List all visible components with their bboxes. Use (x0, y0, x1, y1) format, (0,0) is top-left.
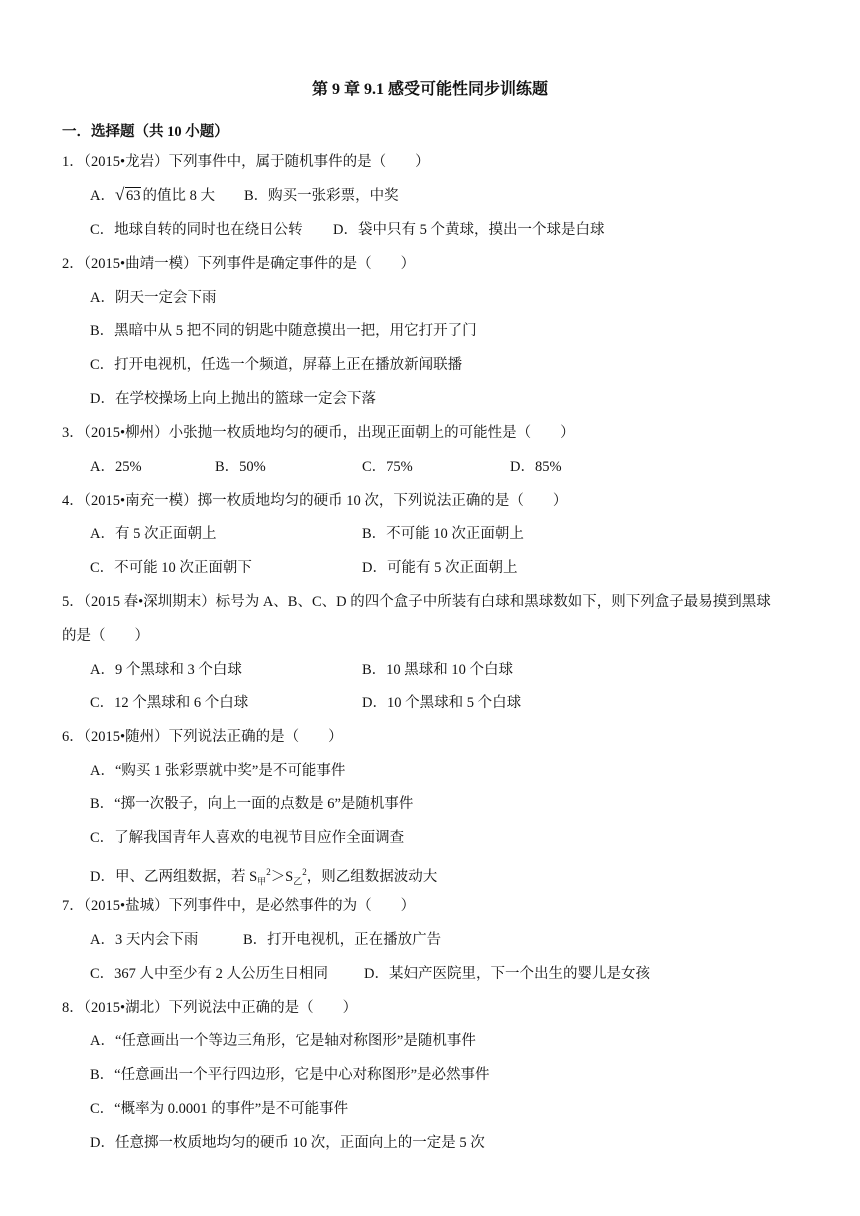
question-7-option-a: A．3 天内会下雨 (90, 932, 199, 948)
question-6-option-a: A．“购买 1 张彩票就中奖”是不可能事件 (90, 763, 346, 779)
radical-sign-icon: √ (114, 185, 125, 204)
question-7-option-d: D．某妇产医院里，下一个出生的婴儿是女孩 (364, 966, 650, 982)
question-4-option-d: D．可能有 5 次正面朝上 (362, 560, 518, 576)
question-8-option-a: A．“任意画出一个等边三角形，它是轴对称图形”是随机事件 (90, 1033, 476, 1049)
question-4-stem: 4．（2015•南充一模）掷一枚质地均匀的硬币 10 次，下列说法正确的是（ ） (62, 493, 568, 509)
question-6-stem: 6．（2015•随州）下列说法正确的是（ ） (62, 729, 343, 745)
option-a-text: 的值比 8 大 (142, 188, 215, 204)
question-7-option-b: B．打开电视机，正在播放广告 (243, 932, 442, 948)
question-6-option-d (90, 862, 437, 892)
question-1-stem: 1．（2015•龙岩）下列事件中，属于随机事件的是（ ） (62, 154, 430, 170)
question-1-option-d: D．袋中只有 5 个黄球，摸出一个球是白球 (333, 222, 605, 238)
question-4-option-b: B．不可能 10 次正面朝上 (362, 526, 524, 542)
option-d-prefix: D．甲、乙两组数据，若 S (90, 868, 258, 885)
question-5-stem-continued: 的是（ ） (62, 628, 149, 644)
square-root-expression (115, 186, 142, 206)
section-heading: 一．选择题（共 10 小题） (62, 124, 229, 140)
question-8-option-c: C．“概率为 0.0001 的事件”是不可能事件 (90, 1101, 349, 1117)
subscript-jia: 甲 (257, 876, 267, 887)
question-8-option-b: B．“任意画出一个平行四边形，它是中心对称图形”是必然事件 (90, 1067, 490, 1083)
question-3-stem: 3．（2015•柳州）小张抛一枚质地均匀的硬币，出现正面朝上的可能性是（ ） (62, 425, 575, 441)
question-2-stem: 2．（2015•曲靖一模）下列事件是确定事件的是（ ） (62, 256, 416, 272)
page-title: 第 9 章 9.1 感受可能性同步训练题 (311, 81, 548, 98)
question-8-option-d: D．任意掷一枚质地均匀的硬币 10 次，正面向上的一定是 5 次 (90, 1135, 485, 1151)
superscript-2: 2 (266, 867, 271, 877)
subscript-yi: 乙 (293, 876, 303, 887)
option-a-prefix: A． (90, 188, 115, 204)
question-3-option-a: A．25% (90, 459, 142, 475)
question-5-option-b: B．10 黑球和 10 个白球 (362, 662, 514, 678)
question-3-option-b: B．50% (215, 459, 266, 475)
question-5-option-a: A．9 个黑球和 3 个白球 (90, 662, 242, 678)
question-1-option-c: C．地球自转的同时也在绕日公转 (90, 222, 303, 238)
question-2-option-d: D．在学校操场上向上抛出的篮球一定会下落 (90, 391, 376, 407)
question-3-option-d: D．85% (510, 459, 562, 475)
radicand: 63 (125, 188, 141, 204)
option-d-middle: ＞S (270, 868, 294, 885)
question-5-stem: 5．（2015 春•深圳期末）标号为 A、B、C、D 的四个盒子中所装有白球和黑球数如下，则下列盒子最易摸到黑球 (62, 594, 771, 610)
question-4-option-c: C．不可能 10 次正面朝下 (90, 560, 252, 576)
question-7-option-c: C．367 人中至少有 2 人公历生日相同 (90, 966, 329, 982)
question-7-stem: 7．（2015•盐城）下列事件中，是必然事件的为（ ） (62, 898, 416, 914)
question-5-option-d: D．10 个黑球和 5 个白球 (362, 695, 522, 711)
question-2-option-c: C．打开电视机，任选一个频道，屏幕上正在播放新闻联播 (90, 357, 463, 373)
superscript-2: 2 (302, 867, 307, 877)
question-8-stem: 8．（2015•湖北）下列说法中正确的是（ ） (62, 1000, 358, 1016)
question-6-option-b: B．“掷一次骰子，向上一面的点数是 6”是随机事件 (90, 796, 414, 812)
question-1-option-a (90, 186, 215, 206)
option-d-rest: ，则乙组数据波动大 (306, 868, 438, 885)
question-6-option-c: C．了解我国青年人喜欢的电视节目应作全面调查 (90, 830, 405, 846)
question-4-option-a: A．有 5 次正面朝上 (90, 526, 217, 542)
question-2-option-a: A．阴天一定会下雨 (90, 290, 217, 306)
question-2-option-b: B．黑暗中从 5 把不同的钥匙中随意摸出一把，用它打开了门 (90, 323, 477, 339)
question-1-option-b: B．购买一张彩票，中奖 (244, 188, 399, 204)
question-5-option-c: C．12 个黑球和 6 个白球 (90, 695, 249, 711)
question-3-option-c: C．75% (362, 459, 413, 475)
